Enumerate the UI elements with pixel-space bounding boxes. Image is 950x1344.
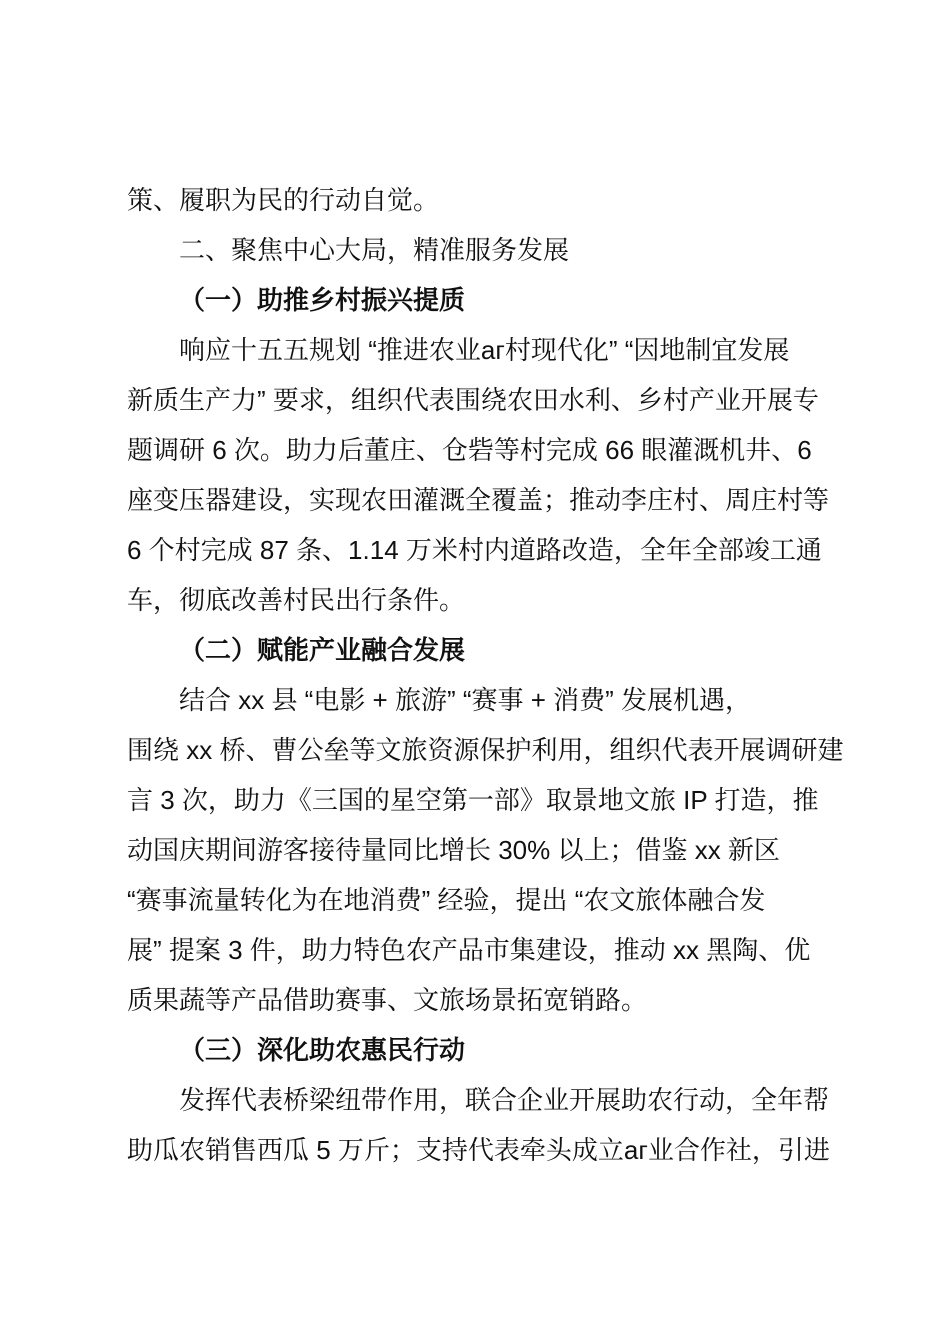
document-line: 围绕 xx 桥、曹公垒等文旅资源保护利用，组织代表开展调研建 xyxy=(127,735,844,765)
subsection-heading: （一）助推乡村振兴提质 xyxy=(179,285,466,315)
section-heading: 二、聚焦中心大局，精准服务发展 xyxy=(179,235,570,265)
subsection-heading: （三）深化助农惠民行动 xyxy=(179,1035,466,1065)
document-line: 响应十五五规划 “推进农业аг村现代化” “因地制宜发展 xyxy=(179,335,790,365)
document-line: 动国庆期间游客接待量同比增长 30% 以上；借鉴 xx 新区 xyxy=(127,835,780,865)
document-line: 言 3 次，助力《三国的星空第一部》取景地文旅 IP 打造，推 xyxy=(127,785,819,815)
document-line: “赛事流量转化为在地消费” 经验，提出 “农文旅体融合发 xyxy=(127,885,766,915)
subsection-heading: （二）赋能产业融合发展 xyxy=(179,635,466,665)
document-line: 6 个村完成 87 条、1.14 万米村内道路改造，全年全部竣工通 xyxy=(127,535,822,565)
document-line: 策、履职为民的行动自觉。 xyxy=(127,185,440,215)
document-line: 新质生产力” 要求，组织代表围绕农田水利、乡村产业开展专 xyxy=(127,385,819,415)
document-text-block xyxy=(127,175,844,1175)
document-line: 质果蔬等产品借助赛事、文旅场景拓宽销路。 xyxy=(127,985,648,1015)
document-line: 展” 提案 3 件，助力特色农产品市集建设，推动 xx 黑陶、优 xyxy=(127,935,811,965)
document-line: 发挥代表桥梁纽带作用，联合企业开展助农行动，全年帮 xyxy=(179,1085,830,1115)
document-line: 车，彻底改善村民出行条件。 xyxy=(127,585,466,615)
document-line: 助瓜农销售西瓜 5 万斤；支持代表牵头成立аг业合作社，引进 xyxy=(127,1135,830,1165)
document-line: 结合 xx 县 “电影 + 旅游” “赛事 + 消费” 发展机遇， xyxy=(179,685,752,715)
document-line: 题调研 6 次。助力后董庄、仓砦等村完成 66 眼灌溉机井、6 xyxy=(127,435,812,465)
document-line: 座变压器建设，实现农田灌溉全覆盖；推动李庄村、周庄村等 xyxy=(127,485,830,515)
